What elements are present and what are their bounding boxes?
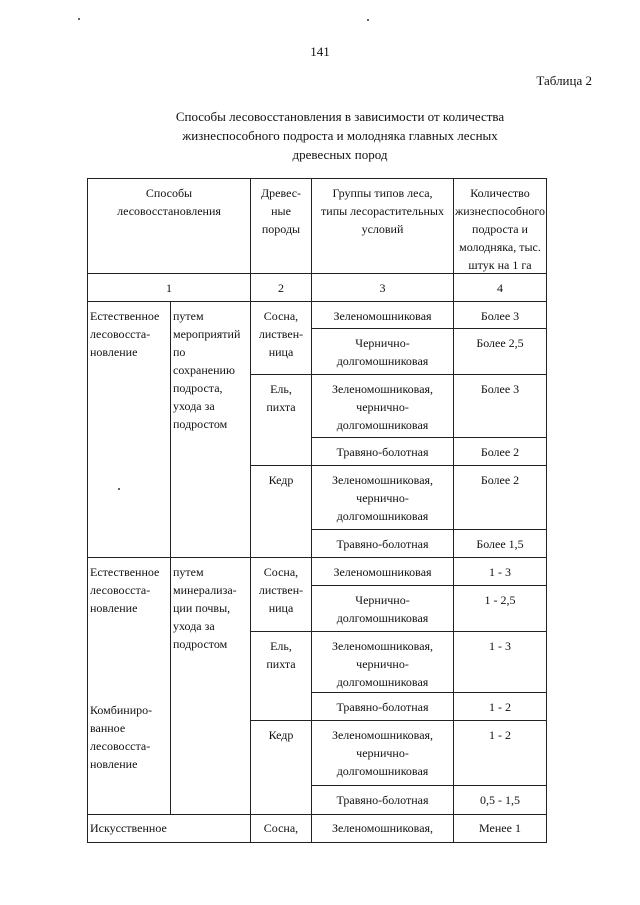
table-border bbox=[311, 328, 547, 329]
forest-type-cell: Травяно-болотная bbox=[336, 445, 429, 459]
forest-type-cell: Зеленомошниковая, bbox=[331, 821, 434, 835]
species-cell: Кедр bbox=[268, 473, 294, 487]
means-cell: путем мероприятий по сохранению подроста, ухода за подростом bbox=[173, 309, 241, 431]
forest-type-cell: Чернично- долгомошниковая bbox=[336, 336, 429, 368]
quantity-cell: Более 2 bbox=[480, 445, 520, 459]
quantity-cell: 0,5 - 1,5 bbox=[480, 793, 520, 807]
means-cell: путем минерализа- ции почвы, ухода за подростом bbox=[173, 565, 237, 651]
forest-type-cell: Чернично- долгомошниковая bbox=[336, 593, 429, 625]
table-border bbox=[87, 842, 547, 843]
quantity-cell: 1 - 3 bbox=[489, 565, 511, 579]
table-border bbox=[311, 585, 547, 586]
quantity-cell: 1 - 2 bbox=[489, 700, 511, 714]
table-border bbox=[87, 178, 547, 179]
quantity-cell: 1 - 2,5 bbox=[484, 593, 516, 607]
species-cell: Сосна, листвен- ница bbox=[258, 309, 304, 359]
column-number: 3 bbox=[379, 281, 386, 295]
table-border bbox=[87, 178, 88, 842]
quantity-cell: Менее 1 bbox=[479, 821, 521, 835]
forest-type-cell: Зеленомошниковая, чернично- долгомошниковая bbox=[331, 728, 434, 778]
table-border bbox=[311, 692, 547, 693]
species-cell: Сосна, bbox=[263, 821, 299, 835]
forest-type-cell: Травяно-болотная bbox=[336, 793, 429, 807]
quantity-cell: Более 3 bbox=[480, 382, 520, 396]
forest-type-cell: Травяно-болотная bbox=[336, 700, 429, 714]
table-border bbox=[250, 631, 547, 632]
quantity-cell: Более 3 bbox=[480, 309, 520, 323]
table-border bbox=[311, 785, 547, 786]
forest-type-cell: Зеленомошниковая bbox=[333, 309, 432, 323]
header-quantity: Количество жизнеспособного подроста и молодняка, тыс. штук на 1 га bbox=[454, 186, 546, 272]
forest-type-cell: Травяно-болотная bbox=[336, 537, 429, 551]
table-border bbox=[170, 301, 171, 814]
table-border bbox=[311, 529, 547, 530]
table-caption: Способы лесовосстановления в зависимости от количества жизнеспособного подроста и молодняка главных лесных древесных пород bbox=[175, 109, 505, 162]
table-label: Таблица 2 bbox=[536, 73, 592, 88]
quantity-cell: Более 1,5 bbox=[476, 537, 524, 551]
species-cell: Кедр bbox=[268, 728, 294, 742]
scan-speck bbox=[118, 488, 120, 490]
quantity-cell: 1 - 3 bbox=[489, 639, 511, 653]
table-border bbox=[250, 374, 547, 375]
method-cell-combined: Комбиниро- ванное лесовосста- новление bbox=[90, 703, 153, 771]
scan-speck bbox=[367, 19, 369, 21]
table-border bbox=[87, 301, 547, 302]
table-border bbox=[546, 178, 547, 842]
page-number: 141 bbox=[310, 44, 330, 59]
quantity-cell: 1 - 2 bbox=[489, 728, 511, 742]
table-border bbox=[311, 437, 547, 438]
quantity-cell: Более 2 bbox=[480, 473, 520, 487]
method-cell: Искусственное bbox=[90, 821, 167, 835]
method-cell: Естественное лесовосста- новление bbox=[90, 565, 160, 615]
header-methods: Способы лесовосстановления bbox=[117, 186, 221, 218]
species-cell: Сосна, листвен- ница bbox=[258, 565, 304, 615]
table-border bbox=[250, 465, 547, 466]
table-border bbox=[87, 557, 547, 558]
column-number: 4 bbox=[497, 281, 503, 295]
column-number: 2 bbox=[278, 281, 284, 295]
method-cell: Естественное лесовосста- новление bbox=[90, 309, 160, 359]
scan-speck bbox=[78, 18, 80, 20]
table-border bbox=[250, 720, 547, 721]
species-cell: Ель, пихта bbox=[266, 639, 296, 671]
column-number: 1 bbox=[166, 281, 172, 295]
header-forest-types: Группы типов леса, типы лесорастительных условий bbox=[321, 186, 444, 236]
forest-type-cell: Зеленомошниковая, чернично- долгомошниковая bbox=[331, 382, 434, 432]
forest-type-cell: Зеленомошниковая, чернично- долгомошниковая bbox=[331, 473, 434, 523]
forest-type-cell: Зеленомошниковая, чернично- долгомошниковая bbox=[331, 639, 434, 689]
table-border bbox=[87, 814, 547, 815]
species-cell: Ель, пихта bbox=[266, 382, 296, 414]
quantity-cell: Более 2,5 bbox=[476, 336, 524, 350]
forest-type-cell: Зеленомошниковая bbox=[333, 565, 432, 579]
header-species: Древес- ные породы bbox=[260, 186, 302, 236]
